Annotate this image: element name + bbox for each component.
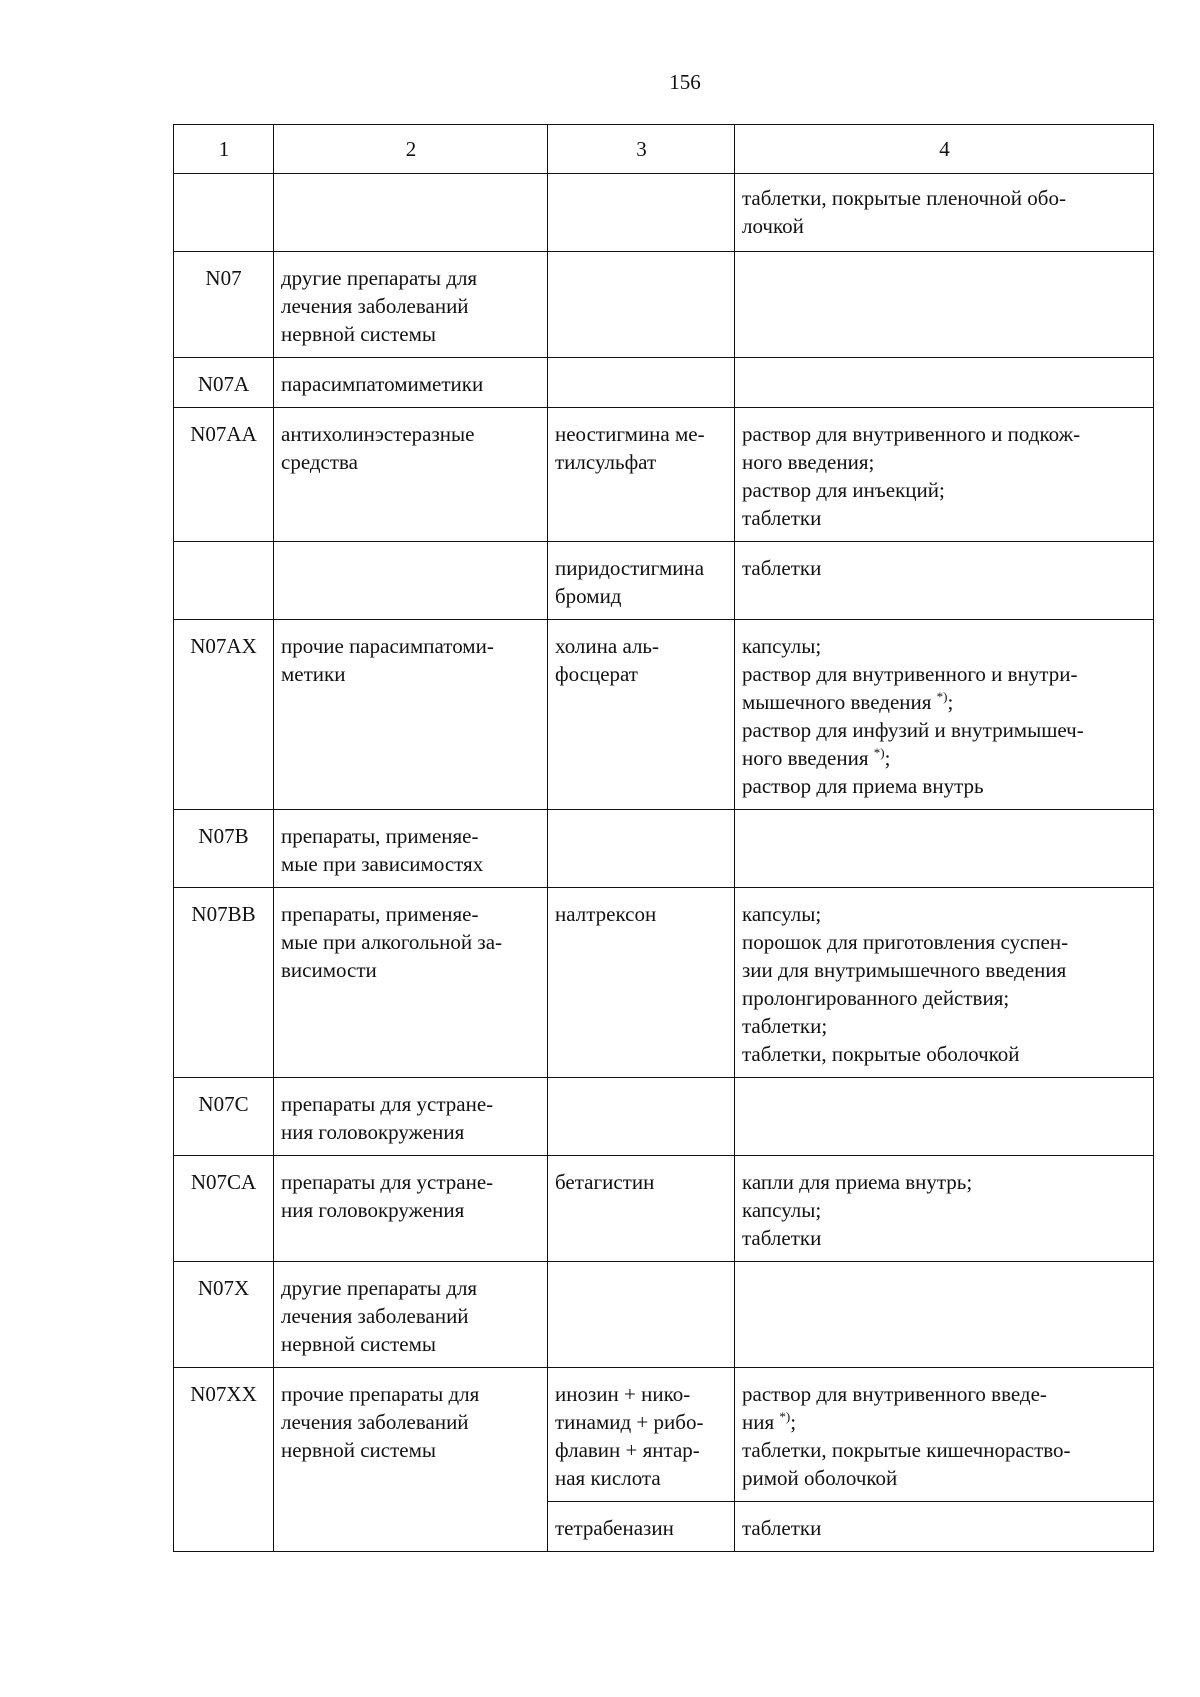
atc-code-cell: N07A [174,358,274,408]
group-name-cell: прочие препараты для лечения заболеваний нервной системы [274,1368,548,1552]
column-header-4: 4 [735,125,1154,174]
dosage-forms-text: капсулы; раствор для внутривенного и внутри- мышечного введения [742,634,1078,714]
table-row [174,542,1154,620]
dosage-forms-text: капсулы; порошок для приготовления суспен- зии для внутримышечного введения пролонгированного действия; таблетки; таблетки, покрытые оболочкой [742,902,1069,1066]
dosage-forms-cell [735,174,1154,252]
dosage-forms-cell [735,1502,1154,1552]
dosage-forms-cell [735,408,1154,542]
footnote-marker: *) [779,1409,791,1424]
table-row [174,620,1154,810]
group-name-cell [274,174,548,252]
drug-name-cell: неостигмина ме- тилсульфат [548,408,735,542]
atc-code-cell [174,542,274,620]
drug-name-cell: холина аль- фосцерат [548,620,735,810]
dosage-forms-cell [735,888,1154,1078]
group-name-cell: антихолинэстеразные средства [274,408,548,542]
drug-name-cell: бетагистин [548,1156,735,1262]
dosage-forms-text: раствор для внутривенного введе- ния [742,1382,1047,1434]
group-name-cell: парасимпатомиметики [274,358,548,408]
atc-code-cell: N07AA [174,408,274,542]
column-header-3: 3 [548,125,735,174]
group-name-cell: другие препараты для лечения заболеваний нервной системы [274,252,548,358]
atc-code-cell [174,174,274,252]
drug-name-cell [548,174,735,252]
atc-code-cell: N07BB [174,888,274,1078]
atc-code-cell: N07XX [174,1368,274,1552]
group-name-cell: препараты для устране- ния головокружения [274,1078,548,1156]
dosage-forms-text: таблетки, покрытые пленочной обо- лочкой [742,186,1066,238]
drug-name-cell: пиридостигмина бромид [548,542,735,620]
footnote-marker: *) [873,745,885,760]
drug-name-cell: инозин + нико- тинамид + рибо- флавин + янтар- ная кислота [548,1368,735,1502]
atc-code-cell: N07AX [174,620,274,810]
table-row [174,358,1154,408]
table-row [174,1156,1154,1262]
atc-code-cell: N07X [174,1262,274,1368]
column-header-1: 1 [174,125,274,174]
drug-name-cell: тетрабеназин [548,1502,735,1552]
group-name-cell [274,542,548,620]
table-row [174,1078,1154,1156]
dosage-forms-cell [735,810,1154,888]
dosage-forms-text: ; таблетки, покрытые кишечнораство- римой оболочкой [742,1410,1071,1490]
drug-list-table [173,124,1154,1552]
dosage-forms-text: таблетки [742,556,822,580]
table-header-row [174,125,1154,174]
atc-code-cell: N07C [174,1078,274,1156]
group-name-cell: препараты для устране- ния головокружения [274,1156,548,1262]
table-row [174,810,1154,888]
atc-code-cell: N07B [174,810,274,888]
dosage-forms-cell [735,358,1154,408]
drug-name-cell [548,1262,735,1368]
column-header-2: 2 [274,125,548,174]
footnote-marker: *) [936,689,948,704]
dosage-forms-cell [735,1078,1154,1156]
dosage-forms-text: раствор для внутривенного и подкож- ного введения; раствор для инъекций; таблетки [742,422,1081,530]
table-row [174,888,1154,1078]
group-name-cell: прочие парасимпатоми- метики [274,620,548,810]
group-name-cell: препараты, применяе- мые при алкогольной за- висимости [274,888,548,1078]
drug-name-cell [548,810,735,888]
drug-name-cell: налтрексон [548,888,735,1078]
dosage-forms-cell [735,1262,1154,1368]
dosage-forms-cell [735,542,1154,620]
page-number: 156 [669,70,701,94]
table-row [174,174,1154,252]
dosage-forms-cell [735,1156,1154,1262]
atc-code-cell: N07CA [174,1156,274,1262]
dosage-forms-text: таблетки [742,1516,822,1540]
group-name-cell: препараты, применяе- мые при зависимостях [274,810,548,888]
dosage-forms-cell [735,1368,1154,1502]
atc-code-cell: N07 [174,252,274,358]
table-row [174,408,1154,542]
drug-name-cell [548,358,735,408]
dosage-forms-cell [735,620,1154,810]
table-row [174,1368,1154,1502]
dosage-forms-cell [735,252,1154,358]
dosage-forms-text: ; раствор для инфузий и внутримышеч- ного введения [742,690,1084,770]
group-name-cell: другие препараты для лечения заболеваний нервной системы [274,1262,548,1368]
drug-name-cell [548,1078,735,1156]
table-row [174,1262,1154,1368]
dosage-forms-text: ; раствор для приема внутрь [742,746,984,798]
dosage-forms-text: капли для приема внутрь; капсулы; таблетки [742,1170,973,1250]
drug-name-cell [548,252,735,358]
table-row [174,252,1154,358]
